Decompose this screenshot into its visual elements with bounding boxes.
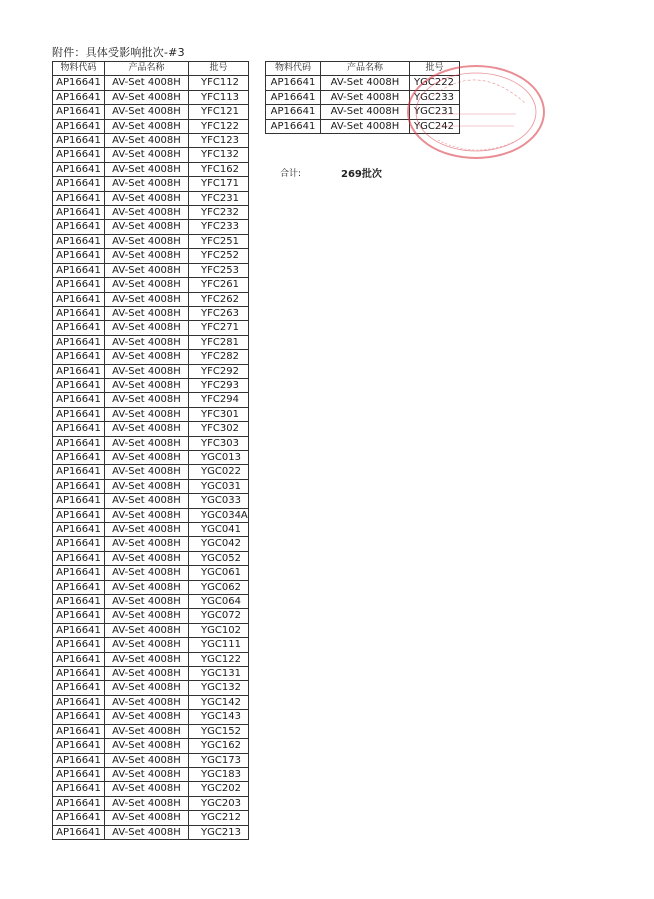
table-row <box>266 105 460 119</box>
lot-number-cell: YFC252 <box>189 249 249 263</box>
lot-number-cell: YGC203 <box>189 796 249 810</box>
material-code-cell: AP16641 <box>53 335 105 349</box>
product-name-cell: AV-Set 4008H <box>105 710 189 724</box>
table-row <box>53 667 249 681</box>
lot-number-cell: YGC031 <box>189 479 249 493</box>
table-row <box>53 638 249 652</box>
material-code-cell: AP16641 <box>53 523 105 537</box>
product-name-cell: AV-Set 4008H <box>105 623 189 637</box>
lot-number-cell: YGC111 <box>189 638 249 652</box>
product-name-cell: AV-Set 4008H <box>105 220 189 234</box>
lot-number-cell: YFC262 <box>189 292 249 306</box>
material-code-cell: AP16641 <box>53 220 105 234</box>
lot-number-cell: YFC282 <box>189 350 249 364</box>
lot-number-cell: YGC122 <box>189 652 249 666</box>
product-name-cell: AV-Set 4008H <box>105 335 189 349</box>
material-code-cell: AP16641 <box>53 494 105 508</box>
table-row <box>53 551 249 565</box>
lot-number-cell: YGC132 <box>189 681 249 695</box>
table-header-row <box>53 62 249 76</box>
lot-number-cell: YFC293 <box>189 378 249 392</box>
lot-number-cell: YFC251 <box>189 234 249 248</box>
lot-number-cell: YFC132 <box>189 148 249 162</box>
lot-number-cell: YGC041 <box>189 523 249 537</box>
lot-number-cell: YGC061 <box>189 566 249 580</box>
lot-number-cell: YFC302 <box>189 422 249 436</box>
product-name-cell: AV-Set 4008H <box>105 566 189 580</box>
table-row <box>53 523 249 537</box>
material-code-cell: AP16641 <box>53 767 105 781</box>
lot-number-cell: YFC281 <box>189 335 249 349</box>
table-row <box>53 220 249 234</box>
table-row <box>53 90 249 104</box>
product-name-cell: AV-Set 4008H <box>105 523 189 537</box>
table-row <box>53 393 249 407</box>
product-name-cell: AV-Set 4008H <box>105 350 189 364</box>
lot-number-cell: YGC013 <box>189 450 249 464</box>
product-name-cell: AV-Set 4008H <box>105 393 189 407</box>
product-name-cell: AV-Set 4008H <box>105 162 189 176</box>
product-name-cell: AV-Set 4008H <box>105 422 189 436</box>
lot-number-cell: YGC072 <box>189 609 249 623</box>
product-name-cell: AV-Set 4008H <box>105 436 189 450</box>
table-row <box>53 234 249 248</box>
material-code-cell: AP16641 <box>53 105 105 119</box>
table-row <box>53 306 249 320</box>
material-code-cell: AP16641 <box>53 782 105 796</box>
material-code-cell: AP16641 <box>53 551 105 565</box>
material-code-cell: AP16641 <box>53 119 105 133</box>
table-row <box>53 148 249 162</box>
lot-number-cell: YGC064 <box>189 595 249 609</box>
table-row <box>53 162 249 176</box>
table-header-row <box>266 62 460 76</box>
product-name-cell: AV-Set 4008H <box>105 177 189 191</box>
material-code-cell: AP16641 <box>53 623 105 637</box>
table-row <box>53 407 249 421</box>
table-row <box>53 782 249 796</box>
product-name-cell: AV-Set 4008H <box>105 609 189 623</box>
product-name-cell: AV-Set 4008H <box>105 796 189 810</box>
material-code-cell: AP16641 <box>53 177 105 191</box>
product-name-cell: AV-Set 4008H <box>105 306 189 320</box>
lot-number-cell: YGC242 <box>410 119 460 133</box>
table-row <box>53 278 249 292</box>
product-name-cell: AV-Set 4008H <box>105 76 189 90</box>
material-code-cell: AP16641 <box>53 508 105 522</box>
lot-number-cell: YGC173 <box>189 753 249 767</box>
material-code-cell: AP16641 <box>53 422 105 436</box>
lot-number-cell: YGC212 <box>189 811 249 825</box>
product-name-cell: AV-Set 4008H <box>105 234 189 248</box>
product-name-cell: AV-Set 4008H <box>105 479 189 493</box>
table-row <box>53 206 249 220</box>
product-name-cell: AV-Set 4008H <box>105 811 189 825</box>
material-code-cell: AP16641 <box>53 465 105 479</box>
table-row <box>53 724 249 738</box>
material-code-cell: AP16641 <box>53 249 105 263</box>
lot-number-cell: YFC231 <box>189 191 249 205</box>
lot-number-cell: YGC102 <box>189 623 249 637</box>
product-name-cell: AV-Set 4008H <box>105 681 189 695</box>
product-name-cell: AV-Set 4008H <box>105 249 189 263</box>
table-row <box>53 825 249 839</box>
material-code-cell: AP16641 <box>53 710 105 724</box>
table-row <box>53 537 249 551</box>
table-row <box>53 249 249 263</box>
material-code-cell: AP16641 <box>53 753 105 767</box>
header-product-name: 产品名称 <box>105 62 189 76</box>
table-row <box>53 436 249 450</box>
lot-number-cell: YFC232 <box>189 206 249 220</box>
material-code-cell: AP16641 <box>53 162 105 176</box>
product-name-cell: AV-Set 4008H <box>105 695 189 709</box>
table-row <box>53 134 249 148</box>
lot-number-cell: YFC261 <box>189 278 249 292</box>
affected-lots-table-left <box>52 61 249 840</box>
lot-number-cell: YGC142 <box>189 695 249 709</box>
total-value: 269批次 <box>341 169 382 180</box>
material-code-cell: AP16641 <box>53 739 105 753</box>
product-name-cell: AV-Set 4008H <box>105 321 189 335</box>
lot-number-cell: YGC052 <box>189 551 249 565</box>
product-name-cell: AV-Set 4008H <box>105 191 189 205</box>
lot-number-cell: YFC123 <box>189 134 249 148</box>
lot-number-cell: YGC162 <box>189 739 249 753</box>
lot-number-cell: YFC301 <box>189 407 249 421</box>
lot-number-cell: YFC113 <box>189 90 249 104</box>
header-lot-number: 批号 <box>410 62 460 76</box>
product-name-cell: AV-Set 4008H <box>105 494 189 508</box>
table-row <box>53 422 249 436</box>
lot-number-cell: YGC183 <box>189 767 249 781</box>
material-code-cell: AP16641 <box>53 350 105 364</box>
table-row <box>53 508 249 522</box>
table-row <box>53 350 249 364</box>
product-name-cell: AV-Set 4008H <box>105 105 189 119</box>
material-code-cell: AP16641 <box>53 76 105 90</box>
material-code-cell: AP16641 <box>53 321 105 335</box>
table-row <box>266 76 460 90</box>
lot-number-cell: YGC152 <box>189 724 249 738</box>
product-name-cell: AV-Set 4008H <box>105 278 189 292</box>
product-name-cell: AV-Set 4008H <box>105 292 189 306</box>
product-name-cell: AV-Set 4008H <box>105 148 189 162</box>
lot-number-cell: YFC253 <box>189 263 249 277</box>
table-row <box>53 566 249 580</box>
lot-number-cell: YFC263 <box>189 306 249 320</box>
table-row <box>53 623 249 637</box>
product-name-cell: AV-Set 4008H <box>105 753 189 767</box>
material-code-cell: AP16641 <box>53 595 105 609</box>
table-row <box>53 465 249 479</box>
table-row <box>53 321 249 335</box>
product-name-cell: AV-Set 4008H <box>321 76 410 90</box>
product-name-cell: AV-Set 4008H <box>105 206 189 220</box>
material-code-cell: AP16641 <box>53 609 105 623</box>
product-name-cell: AV-Set 4008H <box>105 450 189 464</box>
material-code-cell: AP16641 <box>266 105 321 119</box>
material-code-cell: AP16641 <box>53 134 105 148</box>
product-name-cell: AV-Set 4008H <box>105 724 189 738</box>
material-code-cell: AP16641 <box>53 206 105 220</box>
table-row <box>53 753 249 767</box>
product-name-cell: AV-Set 4008H <box>105 537 189 551</box>
lot-number-cell: YFC171 <box>189 177 249 191</box>
table-row <box>53 292 249 306</box>
material-code-cell: AP16641 <box>53 148 105 162</box>
material-code-cell: AP16641 <box>53 393 105 407</box>
lot-number-cell: YGC231 <box>410 105 460 119</box>
header-product-name: 产品名称 <box>321 62 410 76</box>
table-row <box>53 479 249 493</box>
product-name-cell: AV-Set 4008H <box>105 508 189 522</box>
table-row <box>53 378 249 392</box>
lot-number-cell: YGC233 <box>410 90 460 104</box>
material-code-cell: AP16641 <box>266 119 321 133</box>
product-name-cell: AV-Set 4008H <box>105 595 189 609</box>
lot-number-cell: YGC222 <box>410 76 460 90</box>
material-code-cell: AP16641 <box>53 681 105 695</box>
table-row <box>53 681 249 695</box>
product-name-cell: AV-Set 4008H <box>105 638 189 652</box>
material-code-cell: AP16641 <box>53 566 105 580</box>
lot-number-cell: YFC292 <box>189 364 249 378</box>
table-row <box>53 76 249 90</box>
lot-number-cell: YGC202 <box>189 782 249 796</box>
lot-number-cell: YGC033 <box>189 494 249 508</box>
material-code-cell: AP16641 <box>53 436 105 450</box>
material-code-cell: AP16641 <box>53 191 105 205</box>
product-name-cell: AV-Set 4008H <box>105 667 189 681</box>
affected-lots-table-right <box>265 61 460 134</box>
lot-number-cell: YFC294 <box>189 393 249 407</box>
material-code-cell: AP16641 <box>53 364 105 378</box>
page-title: 附件：具体受影响批次-#3 <box>52 46 185 59</box>
table-row <box>53 580 249 594</box>
material-code-cell: AP16641 <box>53 652 105 666</box>
product-name-cell: AV-Set 4008H <box>105 364 189 378</box>
product-name-cell: AV-Set 4008H <box>105 119 189 133</box>
lot-number-cell: YGC042 <box>189 537 249 551</box>
table-row <box>53 595 249 609</box>
lot-number-cell: YFC112 <box>189 76 249 90</box>
material-code-cell: AP16641 <box>53 811 105 825</box>
lot-number-cell: YFC162 <box>189 162 249 176</box>
table-row <box>53 335 249 349</box>
table-row <box>53 364 249 378</box>
material-code-cell: AP16641 <box>53 825 105 839</box>
table-row <box>53 739 249 753</box>
header-material-code: 物料代码 <box>53 62 105 76</box>
table-row <box>53 652 249 666</box>
product-name-cell: AV-Set 4008H <box>105 782 189 796</box>
product-name-cell: AV-Set 4008H <box>105 90 189 104</box>
product-name-cell: AV-Set 4008H <box>105 551 189 565</box>
table-row <box>53 695 249 709</box>
product-name-cell: AV-Set 4008H <box>105 263 189 277</box>
table-row <box>53 494 249 508</box>
header-material-code: 物料代码 <box>266 62 321 76</box>
material-code-cell: AP16641 <box>53 450 105 464</box>
product-name-cell: AV-Set 4008H <box>321 90 410 104</box>
lot-number-cell: YGC131 <box>189 667 249 681</box>
lot-number-cell: YGC213 <box>189 825 249 839</box>
product-name-cell: AV-Set 4008H <box>105 407 189 421</box>
table-row <box>266 119 460 133</box>
lot-number-cell: YGC143 <box>189 710 249 724</box>
material-code-cell: AP16641 <box>53 537 105 551</box>
material-code-cell: AP16641 <box>53 667 105 681</box>
table-row <box>53 710 249 724</box>
table-row <box>53 767 249 781</box>
lot-number-cell: YFC303 <box>189 436 249 450</box>
table-row <box>53 191 249 205</box>
lot-number-cell: YFC121 <box>189 105 249 119</box>
material-code-cell: AP16641 <box>53 306 105 320</box>
lot-number-cell: YGC034A <box>189 508 249 522</box>
product-name-cell: AV-Set 4008H <box>105 739 189 753</box>
material-code-cell: AP16641 <box>53 724 105 738</box>
material-code-cell: AP16641 <box>266 90 321 104</box>
material-code-cell: AP16641 <box>53 90 105 104</box>
table-row <box>53 177 249 191</box>
total-label: 合计: <box>280 169 302 179</box>
material-code-cell: AP16641 <box>53 695 105 709</box>
material-code-cell: AP16641 <box>266 76 321 90</box>
material-code-cell: AP16641 <box>53 638 105 652</box>
lot-number-cell: YGC022 <box>189 465 249 479</box>
material-code-cell: AP16641 <box>53 234 105 248</box>
product-name-cell: AV-Set 4008H <box>105 652 189 666</box>
product-name-cell: AV-Set 4008H <box>105 465 189 479</box>
material-code-cell: AP16641 <box>53 292 105 306</box>
material-code-cell: AP16641 <box>53 796 105 810</box>
table-row <box>53 609 249 623</box>
table-row <box>53 450 249 464</box>
product-name-cell: AV-Set 4008H <box>321 105 410 119</box>
lot-number-cell: YGC062 <box>189 580 249 594</box>
table-row <box>53 796 249 810</box>
product-name-cell: AV-Set 4008H <box>105 580 189 594</box>
table-row <box>53 263 249 277</box>
material-code-cell: AP16641 <box>53 580 105 594</box>
lot-number-cell: YFC233 <box>189 220 249 234</box>
product-name-cell: AV-Set 4008H <box>105 378 189 392</box>
lot-number-cell: YFC122 <box>189 119 249 133</box>
material-code-cell: AP16641 <box>53 479 105 493</box>
table-row <box>266 90 460 104</box>
product-name-cell: AV-Set 4008H <box>321 119 410 133</box>
table-row <box>53 811 249 825</box>
table-row <box>53 119 249 133</box>
lot-number-cell: YFC271 <box>189 321 249 335</box>
material-code-cell: AP16641 <box>53 378 105 392</box>
product-name-cell: AV-Set 4008H <box>105 825 189 839</box>
product-name-cell: AV-Set 4008H <box>105 767 189 781</box>
material-code-cell: AP16641 <box>53 407 105 421</box>
table-row <box>53 105 249 119</box>
material-code-cell: AP16641 <box>53 263 105 277</box>
material-code-cell: AP16641 <box>53 278 105 292</box>
header-lot-number: 批号 <box>189 62 249 76</box>
product-name-cell: AV-Set 4008H <box>105 134 189 148</box>
